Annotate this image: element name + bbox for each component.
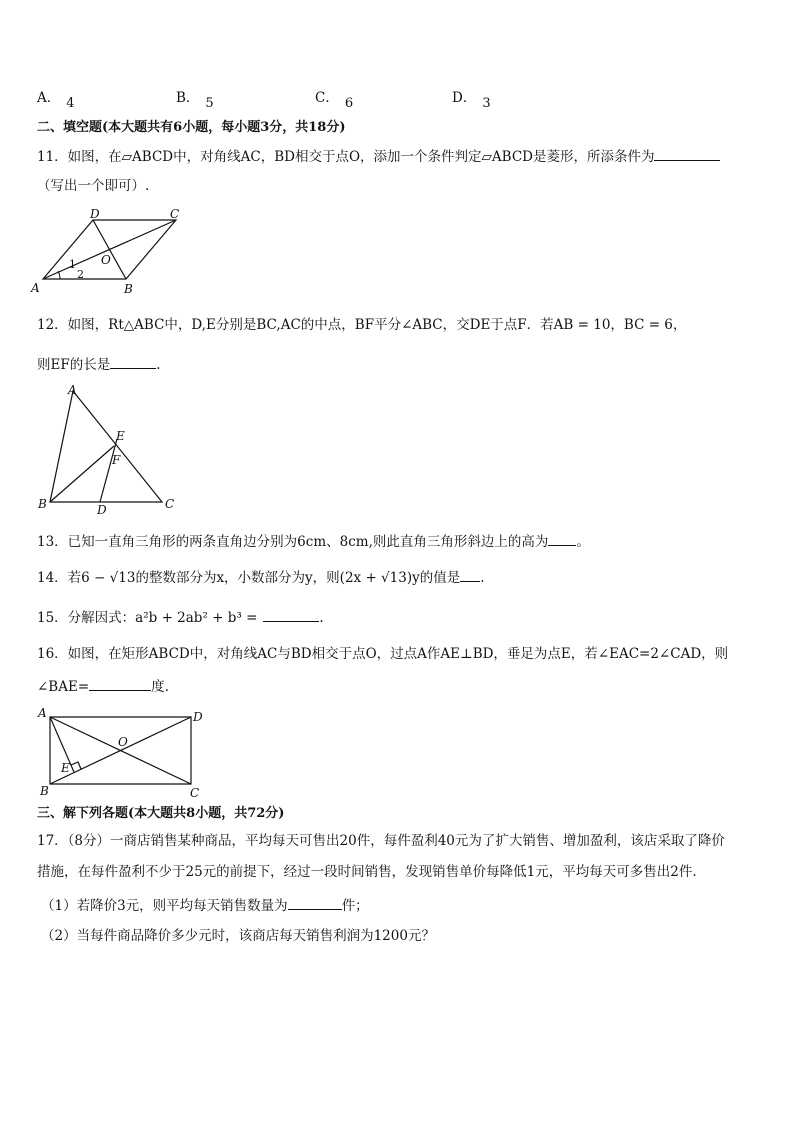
parallelogram-figure <box>30 204 190 296</box>
label-d: D <box>97 503 107 515</box>
label-c: C <box>190 786 200 800</box>
question-17-line-2: 措施，在每件盈利不少于25元的前提下，经过一段时间销售，发现销售单价每降低1元，平均每天可多售出2件. <box>37 864 697 880</box>
rectangle-figure <box>30 704 210 800</box>
label-d: D <box>193 710 203 724</box>
option-letter: D． <box>452 90 477 106</box>
label-e: E <box>61 761 70 775</box>
label-b: B <box>38 497 47 511</box>
answer-blank <box>654 146 720 161</box>
option-d <box>452 86 491 111</box>
section-3-heading: 三、解下列各题(本大题共8小题，共72分) <box>37 806 285 821</box>
answer-blank <box>263 607 319 622</box>
question-16-suffix: 度. <box>151 679 169 695</box>
question-12-suffix: . <box>156 357 161 373</box>
question-17-line-1: 17．（8分）一商店销售某种商品，平均每天可售出20件，每件盈利40元为了扩大销售、增加盈利，该店采取了降价 <box>37 833 725 849</box>
question-17-part-1-suffix: 件； <box>341 898 369 914</box>
option-letter: A． <box>37 90 61 106</box>
question-15-suffix: . <box>319 610 324 626</box>
option-letter: B． <box>176 90 200 106</box>
label-d: D <box>90 207 100 221</box>
label-e: E <box>116 429 125 443</box>
label-c: C <box>170 207 180 221</box>
answer-blank <box>460 567 480 582</box>
triangle-abc <box>50 391 162 502</box>
question-11-line-1 <box>37 146 720 166</box>
question-12-line-2 <box>37 354 161 374</box>
option-value: 6 <box>344 96 354 111</box>
question-13-text: 13．已知一直角三角形的两条直角边分别为6cm、8cm,则此直角三角形斜边上的高为 <box>37 534 549 550</box>
label-o: O <box>101 253 111 267</box>
question-14 <box>37 567 485 587</box>
label-b: B <box>40 784 49 798</box>
option-letter: C． <box>315 90 339 106</box>
label-angle-2: 2 <box>77 268 84 281</box>
option-value: 5 <box>205 96 214 111</box>
option-b <box>176 86 214 111</box>
question-17-part-1-text: （1）若降价3元，则平均每天销售数量为 <box>41 898 288 914</box>
label-a: A <box>31 281 40 295</box>
question-16-line-1: 16．如图，在矩形ABCD中，对角线AC与BD相交于点O，过点A作AE⊥BD，垂足为点E，若∠EAC=2∠CAD，则 <box>37 646 729 662</box>
question-17-part-1 <box>41 895 369 915</box>
question-16-text: ∠BAE= <box>37 679 90 695</box>
question-13 <box>37 531 590 551</box>
answer-blank <box>548 531 576 546</box>
question-14-text: 14．若6 − √13的整数部分为x，小数部分为y，则(2x + √13)y的值是 <box>37 570 461 586</box>
question-13-suffix: 。 <box>576 534 590 550</box>
option-a <box>37 86 75 111</box>
label-c: C <box>165 497 175 511</box>
question-17-part-2: （2）当每件商品降价多少元时，该商店每天销售利润为1200元？ <box>41 928 435 944</box>
question-11-text: 11．如图，在▱ABCD中，对角线AC，BD相交于点O，添加一个条件判定▱ABCD是菱形，所添条件为 <box>37 149 655 165</box>
diagonal-bd <box>93 220 126 279</box>
label-a: A <box>68 383 77 397</box>
label-o: O <box>118 735 128 749</box>
label-f: F <box>112 453 121 467</box>
question-12-text: 则EF的长是 <box>37 357 111 373</box>
question-16-line-2 <box>37 676 169 696</box>
answer-blank <box>110 354 156 369</box>
answer-blank <box>89 676 151 691</box>
question-11-line-2: （写出一个即可）. <box>37 178 150 194</box>
option-value: 4 <box>66 96 75 111</box>
answer-blank <box>288 895 342 910</box>
midline-de <box>100 439 117 502</box>
label-b: B <box>124 282 133 296</box>
question-12-line-1: 12．如图，Rt△ABC中，D,E分别是BC,AC的中点，BF平分∠ABC，交DE于点F．若AB = 10，BC = 6， <box>37 317 687 333</box>
question-15 <box>37 607 324 627</box>
label-angle-1: 1 <box>69 258 76 271</box>
triangle-figure <box>34 380 184 515</box>
option-value: 3 <box>482 96 491 111</box>
question-14-suffix: . <box>480 570 485 586</box>
section-2-heading: 二、填空题(本大题共有6小题，每小题3分，共18分) <box>37 120 346 135</box>
option-c <box>315 86 354 111</box>
label-a: A <box>38 706 47 720</box>
question-15-text: 15．分解因式：a²b + 2ab² + b³ = <box>37 610 258 626</box>
